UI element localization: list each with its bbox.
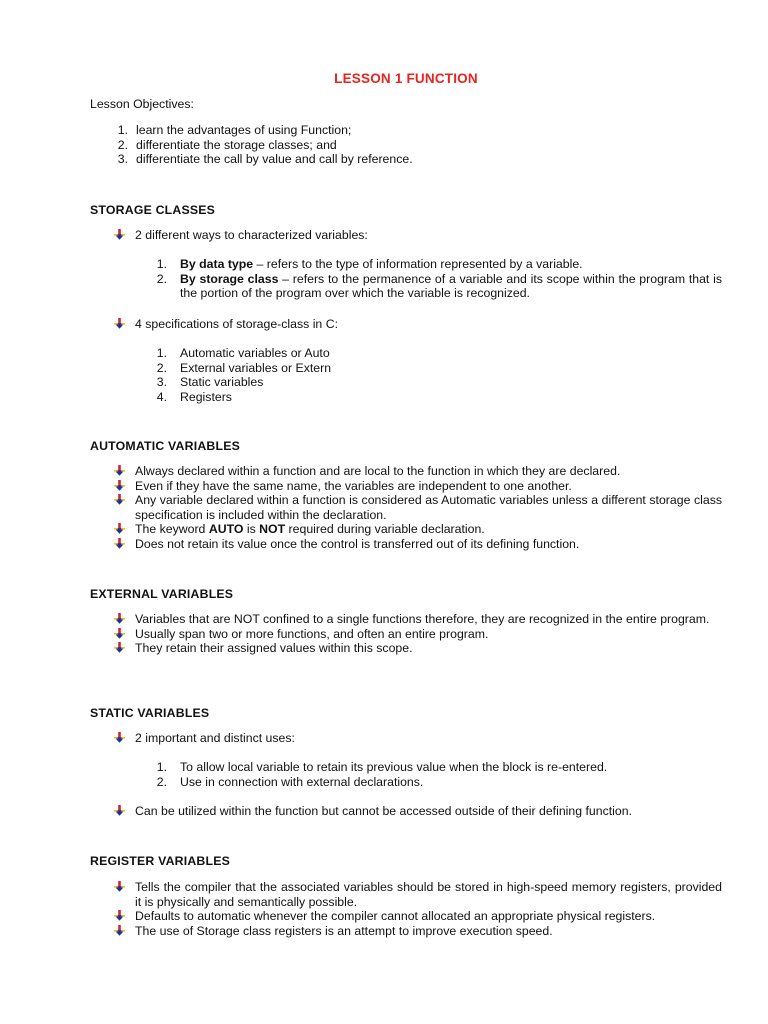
list-item xyxy=(112,123,712,138)
arrow-down-bullet-icon xyxy=(114,494,125,505)
objectives-list xyxy=(112,123,712,167)
list-item xyxy=(114,880,722,909)
list-item xyxy=(156,346,722,361)
keyword: NOT xyxy=(259,522,286,537)
list-item-text: Defaults to automatic whenever the compiler cannot allocated an appropriate physical registers. xyxy=(135,909,656,924)
list-item-text: Even if they have the same name, the variables are independent to one another. xyxy=(135,478,572,493)
keyword: AUTO xyxy=(208,522,244,537)
storage-specs-list xyxy=(156,346,722,404)
list-number: 1. xyxy=(156,257,167,271)
list-number: 2. xyxy=(156,271,167,286)
list-item-text: To allow local variable to retain its previous value when the block is re-entered. xyxy=(180,760,608,774)
list-item-text: Use in connection with external declarations. xyxy=(180,774,424,789)
list-item xyxy=(114,317,722,332)
list-number: 1. xyxy=(117,123,128,137)
document-title: LESSON 1 FUNCTION xyxy=(334,71,478,86)
list-item xyxy=(156,775,722,790)
list-item-text: Any variable declared within a function is considered as Automatic variables unless a different storage class specification is included within the declaration. xyxy=(135,493,722,522)
list-item-text: differentiate the storage classes; and xyxy=(136,137,337,152)
arrow-down-bullet-icon xyxy=(114,910,125,921)
bullet-list xyxy=(114,731,722,746)
bullet-list xyxy=(114,317,722,332)
term-description: – refers to the type of information represented by a variable. xyxy=(253,257,583,271)
list-number: 3. xyxy=(156,375,167,390)
list-number: 2. xyxy=(117,137,128,152)
list-item xyxy=(156,361,722,376)
section-heading-register-variables: REGISTER VARIABLES xyxy=(90,854,231,868)
list-item-text: Static variables xyxy=(180,375,264,390)
list-item xyxy=(156,257,722,272)
arrow-down-bullet-icon xyxy=(114,229,125,240)
list-item-text: 2 important and distinct uses: xyxy=(135,731,295,745)
list-item-text: 2 different ways to characterized variables: xyxy=(135,228,368,242)
list-number: 1. xyxy=(156,760,167,774)
arrow-down-bullet-icon xyxy=(114,538,125,549)
list-item xyxy=(112,152,712,167)
list-item xyxy=(114,522,722,537)
list-item-text: External variables or Extern xyxy=(180,360,332,375)
list-item-text: Variables that are NOT confined to a single functions therefore, they are recognized in the entire program. xyxy=(135,612,710,626)
list-item xyxy=(156,375,722,390)
term: By storage class xyxy=(180,271,279,286)
arrow-down-bullet-icon xyxy=(114,732,125,743)
static-uses-list xyxy=(156,760,722,789)
arrow-down-bullet-icon xyxy=(114,642,125,653)
document-page xyxy=(90,0,722,1024)
list-item xyxy=(156,390,722,405)
section-heading-static-variables: STATIC VARIABLES xyxy=(90,706,210,720)
arrow-down-bullet-icon xyxy=(114,881,125,892)
list-item-text: Always declared within a function and are local to the function in which they are declared. xyxy=(135,464,621,478)
bullet-list xyxy=(114,228,722,243)
list-item-text: is xyxy=(243,522,260,537)
arrow-down-bullet-icon xyxy=(114,523,125,534)
list-number: 4. xyxy=(156,389,167,404)
arrow-down-bullet-icon xyxy=(114,805,125,816)
list-item xyxy=(114,804,722,819)
list-item xyxy=(114,228,722,243)
arrow-down-bullet-icon xyxy=(114,480,125,491)
objectives-label: Lesson Objectives: xyxy=(90,97,194,111)
arrow-down-bullet-icon xyxy=(114,613,125,624)
list-item xyxy=(114,612,722,627)
list-item xyxy=(156,272,722,301)
list-item-text: Tells the compiler that the associated variables should be stored in high-speed memory registers, provided it is physically and semantically possible. xyxy=(135,880,722,909)
list-item-text: The keyword xyxy=(135,522,209,537)
list-item-text: Can be utilized within the function but cannot be accessed outside of their defining function. xyxy=(135,804,632,818)
list-item xyxy=(114,909,722,924)
list-item-text: required during variable declaration. xyxy=(285,522,485,537)
arrow-down-bullet-icon xyxy=(114,628,125,639)
list-item-text: Registers xyxy=(180,389,232,404)
list-item xyxy=(114,464,722,479)
arrow-down-bullet-icon xyxy=(114,465,125,476)
list-item xyxy=(114,731,722,746)
list-item-text: Automatic variables or Auto xyxy=(180,346,330,360)
list-number: 2. xyxy=(156,360,167,375)
list-item-text: 4 specifications of storage-class in C: xyxy=(135,317,338,331)
section-heading-storage-classes: STORAGE CLASSES xyxy=(90,203,216,217)
list-item-text: Does not retain its value once the control is transferred out of its defining function. xyxy=(135,536,580,551)
section-heading-external-variables: EXTERNAL VARIABLES xyxy=(90,587,234,601)
list-item xyxy=(112,138,712,153)
section-heading-automatic-variables: AUTOMATIC VARIABLES xyxy=(90,439,240,453)
list-item xyxy=(156,760,722,775)
bullet-list xyxy=(114,612,722,656)
list-item xyxy=(114,493,722,522)
list-item xyxy=(114,627,722,642)
storage-ways-list xyxy=(156,257,722,301)
list-number: 1. xyxy=(156,346,167,360)
list-item-text: differentiate the call by value and call by reference. xyxy=(136,152,413,167)
list-item-text: learn the advantages of using Function; xyxy=(136,123,352,137)
bullet-list xyxy=(114,464,722,552)
list-item-text: Usually span two or more functions, and often an entire program. xyxy=(135,626,489,641)
bullet-list xyxy=(114,880,722,938)
term: By data type xyxy=(180,257,254,271)
arrow-down-bullet-icon xyxy=(114,318,125,329)
list-item xyxy=(114,641,722,656)
list-item xyxy=(114,479,722,494)
list-item-text: They retain their assigned values within this scope. xyxy=(135,641,413,656)
list-item xyxy=(114,537,722,552)
list-number: 3. xyxy=(117,152,128,167)
list-item-text: The use of Storage class registers is an attempt to improve execution speed. xyxy=(135,923,553,938)
arrow-down-bullet-icon xyxy=(114,925,125,936)
bullet-list xyxy=(114,804,722,819)
list-item xyxy=(114,924,722,939)
list-number: 2. xyxy=(156,774,167,789)
term-description: – refers to the permanence of a variable and its scope within the program that is the portion of the program over which the variable is recognized. xyxy=(180,271,722,301)
